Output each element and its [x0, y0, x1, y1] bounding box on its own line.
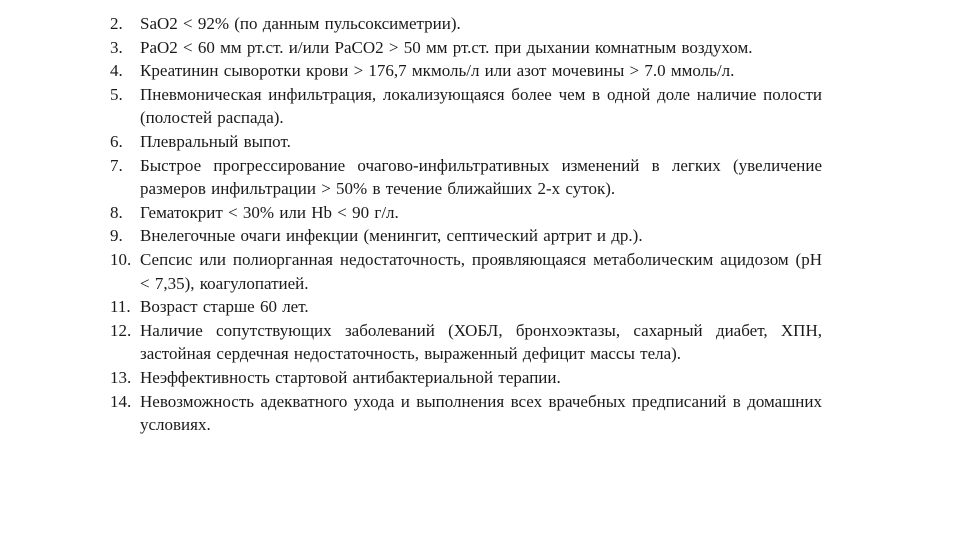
list-item [110, 295, 822, 319]
list-item-number: 5. [110, 84, 123, 104]
list-item [110, 390, 822, 437]
list-item [110, 130, 822, 154]
list-item-text: Плевральный выпот. [140, 131, 291, 151]
list-item-number: 10. [110, 249, 132, 269]
list-item-text: Неэффективность стартовой антибактериальной терапии. [140, 367, 561, 387]
list-item-text: Креатинин сыворотки крови > 176,7 мкмоль/л или азот мочевины > 7.0 ммоль/л. [140, 61, 735, 81]
list-item-number: 13. [110, 367, 132, 387]
list-item-number: 4. [110, 61, 123, 81]
list-item-text: Внелегочные очаги инфекции (менингит, септический артрит и др.). [140, 226, 643, 246]
list-item-text: PaO2 < 60 мм рт.ст. и/или PaCO2 > 50 мм рт.ст. при дыхании комнатным воздухом. [140, 37, 753, 57]
list-item [110, 201, 822, 225]
list-item [110, 366, 822, 390]
list-item-number: 7. [110, 155, 123, 175]
list-item-text: Сепсис или полиорганная недостаточность, проявляющаяся метаболическим ацидозом (pH < 7,35), коагулопатией. [140, 249, 822, 293]
list-item-text: Возраст старше 60 лет. [140, 297, 309, 317]
list-item-number: 11. [110, 297, 131, 317]
list-item-text: Невозможность адекватного ухода и выполнения всех врачебных предписаний в домашних условиях. [140, 391, 822, 435]
list-item-text: Наличие сопутствующих заболеваний (ХОБЛ, бронхоэктазы, сахарный диабет, ХПН, застойная сердечная недостаточность, выраженный дефицит массы тела). [140, 320, 822, 364]
list-item-text: Гематокрит < 30% или Hb < 90 г/л. [140, 202, 399, 222]
list-item [110, 248, 822, 295]
list-item-text: SaO2 < 92% (по данным пульсоксиметрии). [140, 14, 461, 33]
list-item-number: 3. [110, 37, 123, 57]
criteria-list [110, 12, 822, 437]
list-item [110, 319, 822, 366]
list-item-text: Пневмоническая инфильтрация, локализующаяся более чем в одной доле наличие полости (полостей распада). [140, 84, 822, 128]
list-item-number: 12. [110, 320, 132, 340]
list-item [110, 154, 822, 201]
list-item [110, 36, 822, 60]
list-item-number: 9. [110, 226, 123, 246]
list-item [110, 59, 822, 83]
list-item-number: 14. [110, 391, 132, 411]
list-item [110, 83, 822, 130]
list-item [110, 12, 822, 36]
list-item-text: Быстрое прогрессирование очагово-инфильтративных изменений в легких (увеличение размеров инфильтрации > 50% в течение ближайших 2-х суток). [140, 155, 822, 199]
list-item-number: 2. [110, 14, 123, 33]
list-item-number: 8. [110, 202, 123, 222]
list-item-number: 6. [110, 131, 123, 151]
list-item [110, 224, 822, 248]
